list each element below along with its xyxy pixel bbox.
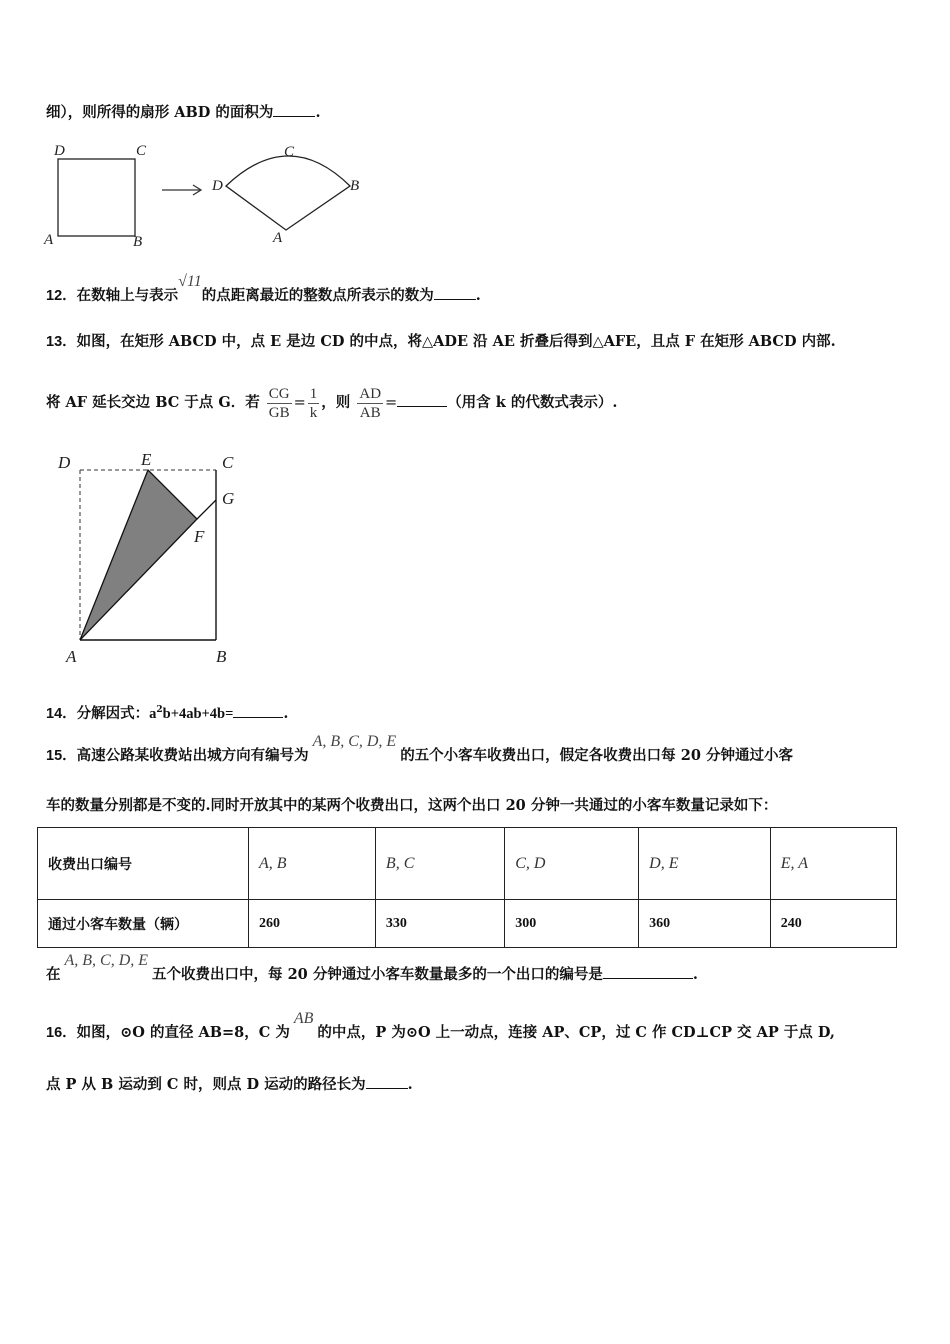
fraction-cg-gb bbox=[267, 385, 292, 422]
q15-text-c: 在 bbox=[46, 966, 61, 983]
denominator: k bbox=[309, 404, 318, 421]
table-row-header bbox=[38, 828, 897, 900]
label-g: G bbox=[222, 489, 235, 508]
table-cell: 360 bbox=[639, 900, 771, 948]
expr-b: b+4ab+4b= bbox=[162, 705, 234, 722]
fraction-ad-ab bbox=[357, 385, 383, 422]
table-cell: 260 bbox=[249, 900, 376, 948]
answer-blank[interactable] bbox=[434, 285, 476, 300]
header-label: 收费出口编号 bbox=[38, 828, 249, 900]
question-number: 16． bbox=[46, 1025, 77, 1041]
table-cell: 300 bbox=[505, 900, 639, 948]
sector-abd bbox=[226, 156, 350, 230]
segment-fg bbox=[197, 500, 216, 519]
q13-text-a: 将 AF 延长交边 BC 于点 G．若 bbox=[46, 394, 260, 411]
fraction-1-k bbox=[308, 385, 320, 422]
table-row-values bbox=[38, 900, 897, 948]
label-c: C bbox=[222, 453, 234, 472]
label-e: E bbox=[141, 450, 152, 469]
arc-ab: AB bbox=[293, 1010, 314, 1027]
table-cell: D, E bbox=[639, 828, 771, 900]
question-12 bbox=[46, 273, 481, 306]
exponent: 2 bbox=[156, 705, 163, 715]
question-number: 13． bbox=[46, 334, 77, 350]
label-b: B bbox=[216, 647, 227, 666]
question-number: 12． bbox=[46, 288, 77, 304]
period: . bbox=[315, 104, 321, 121]
question-13-line1 bbox=[46, 332, 836, 352]
question-13-line2 bbox=[46, 383, 617, 423]
label-a2: A bbox=[273, 230, 283, 246]
answer-blank[interactable] bbox=[603, 964, 693, 979]
exits-abcde: A, B, C, D, E bbox=[312, 733, 397, 750]
q12-text-before: 在数轴上与表示 bbox=[76, 287, 179, 304]
arrow-icon bbox=[162, 185, 201, 195]
q16-line2: 点 P 从 B 运动到 C 时，则点 D 运动的路径长为 bbox=[46, 1076, 366, 1093]
question-15-line1 bbox=[46, 733, 793, 766]
answer-blank[interactable] bbox=[397, 392, 447, 407]
q11-figure bbox=[40, 138, 370, 253]
question-15-line2 bbox=[46, 796, 777, 816]
row-label: 通过小客车数量（辆） bbox=[38, 900, 249, 948]
q13-line1: 如图，在矩形 ABCD 中，点 E 是边 CD 的中点，将△ADE 沿 AE 折叠后得到△AFE，且点 F 在矩形 ABCD 内部. bbox=[76, 333, 836, 350]
table-cell: C, D bbox=[505, 828, 639, 900]
period: . bbox=[407, 1076, 413, 1093]
label-d2: D bbox=[212, 178, 223, 194]
label-b2: B bbox=[350, 178, 360, 194]
toll-exit-table bbox=[37, 827, 897, 948]
q15-text-a: 高速公路某收费站出城方向有编号为 bbox=[76, 747, 309, 764]
q16-text-a: 如图，⊙O 的直径 AB=8，C 为 bbox=[76, 1024, 290, 1041]
numerator: CG bbox=[268, 385, 290, 402]
q11-tail-text: 细），则所得的扇形 ABD 的面积为 bbox=[46, 104, 274, 121]
numerator: AD bbox=[359, 385, 382, 402]
q13-text-b: ，则 bbox=[321, 394, 351, 411]
q14-text: 分解因式： bbox=[76, 704, 150, 722]
table-cell: A, B bbox=[249, 828, 376, 900]
expr-a: a bbox=[149, 705, 157, 722]
answer-blank[interactable] bbox=[233, 703, 283, 718]
square-abcd bbox=[58, 159, 135, 236]
label-c2: C bbox=[284, 144, 295, 160]
label-b: B bbox=[133, 234, 143, 250]
table-cell: B, C bbox=[375, 828, 504, 900]
exits-abcde: A, B, C, D, E bbox=[64, 952, 149, 969]
table-cell: E, A bbox=[770, 828, 896, 900]
sqrt-11: √11 bbox=[178, 273, 202, 290]
equals: = bbox=[293, 395, 306, 411]
answer-blank[interactable] bbox=[366, 1074, 408, 1089]
q15-text-d: 五个收费出口中，每 20 分钟通过小客车数量最多的一个出口的编号是 bbox=[152, 966, 603, 983]
label-d: D bbox=[54, 143, 65, 159]
denominator: AB bbox=[359, 404, 381, 421]
label-d: D bbox=[58, 453, 71, 472]
q13-text-c: （用含 k 的代数式表示）. bbox=[447, 394, 618, 411]
q15-line2: 车的数量分别都是不变的.同时开放其中的某两个收费出口，这两个出口 20 分钟一共通过的小客车数量记录如下： bbox=[46, 797, 778, 814]
q15-text-b: 的五个小客车收费出口，假定各收费出口每 20 分钟通过小客 bbox=[400, 747, 793, 764]
shaded-triangle-afe bbox=[80, 470, 197, 640]
equals: = bbox=[385, 395, 398, 411]
answer-blank[interactable] bbox=[273, 102, 315, 117]
question-15-line3 bbox=[46, 952, 698, 985]
q11-text bbox=[46, 102, 321, 123]
question-number: 15． bbox=[46, 748, 77, 764]
label-a: A bbox=[44, 232, 54, 248]
question-number: 14． bbox=[46, 705, 77, 722]
period: . bbox=[475, 287, 481, 304]
period: . bbox=[283, 704, 289, 722]
table-cell: 240 bbox=[770, 900, 896, 948]
period: . bbox=[692, 966, 698, 983]
label-c: C bbox=[136, 143, 147, 159]
label-f: F bbox=[194, 527, 205, 546]
numerator: 1 bbox=[309, 385, 318, 402]
q16-text-b: 的中点，P 为⊙O 上一动点，连接 AP、CP，过 C 作 CD⊥CP 交 AP 于点 D, bbox=[317, 1024, 835, 1041]
label-a: A bbox=[66, 647, 77, 666]
table-cell: 330 bbox=[375, 900, 504, 948]
q13-figure bbox=[52, 448, 252, 673]
question-16-line2 bbox=[46, 1074, 413, 1095]
q12-text-after: 的点距离最近的整数点所表示的数为 bbox=[201, 287, 434, 304]
question-16-line1 bbox=[46, 1010, 835, 1043]
question-14 bbox=[46, 700, 288, 724]
denominator: GB bbox=[268, 404, 290, 421]
